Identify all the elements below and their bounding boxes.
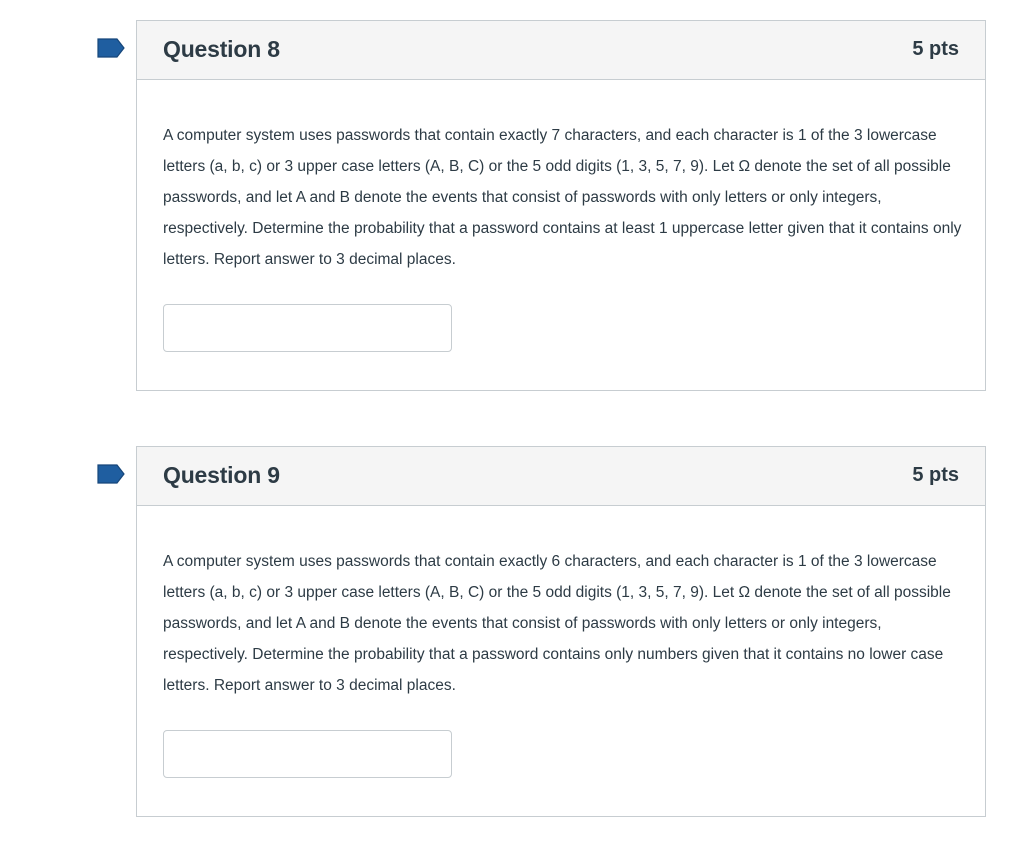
question-9-points: 5 pts xyxy=(912,464,959,486)
question-8-title: Question 8 xyxy=(163,36,280,62)
question-9-answer-input[interactable] xyxy=(163,730,452,778)
question-9-title: Question 9 xyxy=(163,462,280,488)
question-8-points: 5 pts xyxy=(912,38,959,60)
question-9-card xyxy=(136,446,986,817)
flag-question-9-icon[interactable] xyxy=(97,464,125,484)
question-8-header xyxy=(137,21,985,80)
question-8-answer-input[interactable] xyxy=(163,304,452,352)
question-9-header xyxy=(137,447,985,506)
question-9-text: A computer system uses passwords that contain exactly 6 characters, and each character is 1 of the 3 lowercase letters (a, b, c) or 3 upper case letters (A, B, C) or the 5 odd digits (1, 3, 5, 7, 9). Let Ω denote the set of all possible passwords, and let A and B denote the events that consist of passwords with only letters or only integers, respectively. Determine the probability that a password contains only numbers given that it contains no lower case letters. Report answer to 3 decimal places. xyxy=(163,553,951,694)
question-8-card xyxy=(136,20,986,391)
flag-question-8-icon[interactable] xyxy=(97,38,125,58)
question-8-text: A computer system uses passwords that contain exactly 7 characters, and each character is 1 of the 3 lowercase letters (a, b, c) or 3 upper case letters (A, B, C) or the 5 odd digits (1, 3, 5, 7, 9). Let Ω denote the set of all possible passwords, and let A and B denote the events that consist of passwords with only letters or only integers, respectively. Determine the probability that a password contains at least 1 uppercase letter given that it contains only letters. Report answer to 3 decimal places. xyxy=(163,127,962,268)
